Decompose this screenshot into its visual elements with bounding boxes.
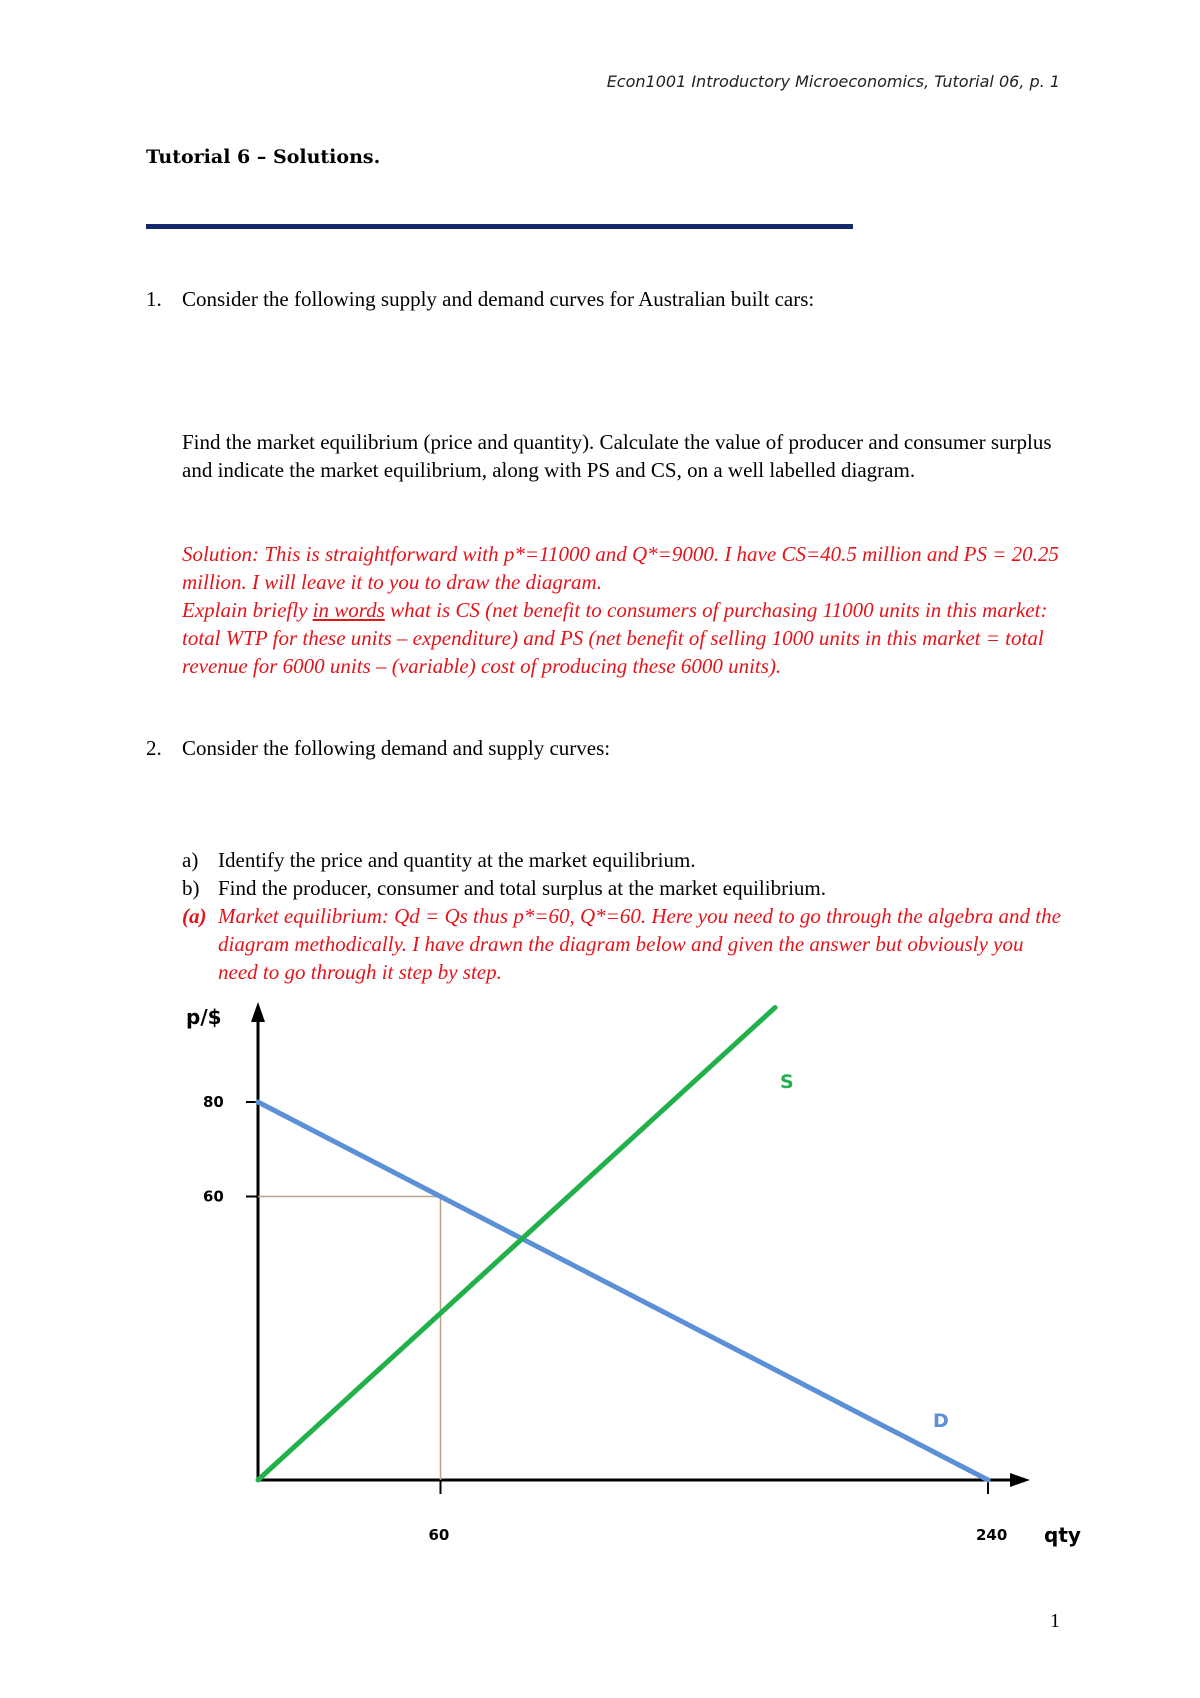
document-title: Tutorial 6 – Solutions.: [146, 146, 381, 168]
q1-number: 1.: [146, 287, 162, 311]
x-tick-label-60: 60: [428, 1526, 450, 1544]
series-line-D: [258, 1102, 988, 1480]
supply-demand-diagram: [0, 960, 1200, 1580]
q2-item-b: [182, 874, 1062, 902]
y-tick-label-80: 80: [203, 1093, 224, 1111]
x-axis-arrow: [1010, 1473, 1030, 1487]
y-tick-label-60: 60: [203, 1187, 224, 1206]
y-axis-label: p/$: [186, 1005, 222, 1029]
series-label-S: S: [780, 1071, 794, 1093]
q2-item-a-label: a): [182, 848, 199, 872]
q2-answer-text: Market equilibrium: Qd = Qs thus p*=60, Q*=60. Here you need to go through the algebra and the diagram methodically. I have drawn the diagram below and given the answer but obviously you need to go through it step by step.: [218, 904, 1061, 984]
q1-solution: [182, 540, 1062, 680]
q1-solution-line: Solution: This is straightforward with p*=11000 and Q*=9000. I have CS=40.5 million and PS = 20.25 million. I will leave it to you to draw the diagram.: [182, 542, 1059, 594]
q1-explain-start: Explain briefly: [182, 598, 313, 622]
page-header: Econ1001 Introductory Microeconomics, Tutorial 06, p. 1: [606, 72, 1060, 91]
series-label-D: D: [933, 1410, 949, 1432]
q2-number: 2.: [146, 736, 162, 760]
y-axis-arrow: [251, 1002, 265, 1022]
q2-item-b-label: b): [182, 876, 200, 900]
q1-solution-explain: [182, 596, 1062, 680]
page-number: 1: [1050, 1610, 1060, 1632]
q1-task: Find the market equilibrium (price and quantity). Calculate the value of producer and consumer surplus and indicate the market equilibrium, along with PS and CS, on a well labelled diagram.: [182, 430, 1052, 482]
series-line-S: [258, 1008, 775, 1481]
x-tick-label-240: 240: [976, 1526, 1008, 1544]
q2-item-a: [182, 846, 1062, 874]
q2-answer-label: (a): [182, 904, 207, 928]
q1-explain-underlined: in words: [312, 598, 385, 622]
q1-explain-rest: what is CS (net benefit to consumers of purchasing 11000 units in this market: total WTP for these units – expenditure) and PS (net benefit of selling 1000 units in this market = total revenue for 6000 units – (variable) cost of producing these 6000 units).: [182, 598, 1048, 678]
q2-prompt: Consider the following demand and supply curves:: [182, 736, 611, 760]
title-divider: [146, 224, 853, 229]
q2-item-b-text: Find the producer, consumer and total surplus at the market equilibrium.: [218, 876, 827, 900]
q1-prompt: Consider the following supply and demand curves for Australian built cars:: [182, 287, 815, 311]
q2-item-a-text: Identify the price and quantity at the market equilibrium.: [218, 848, 696, 872]
x-axis-label: qty: [1044, 1523, 1081, 1547]
